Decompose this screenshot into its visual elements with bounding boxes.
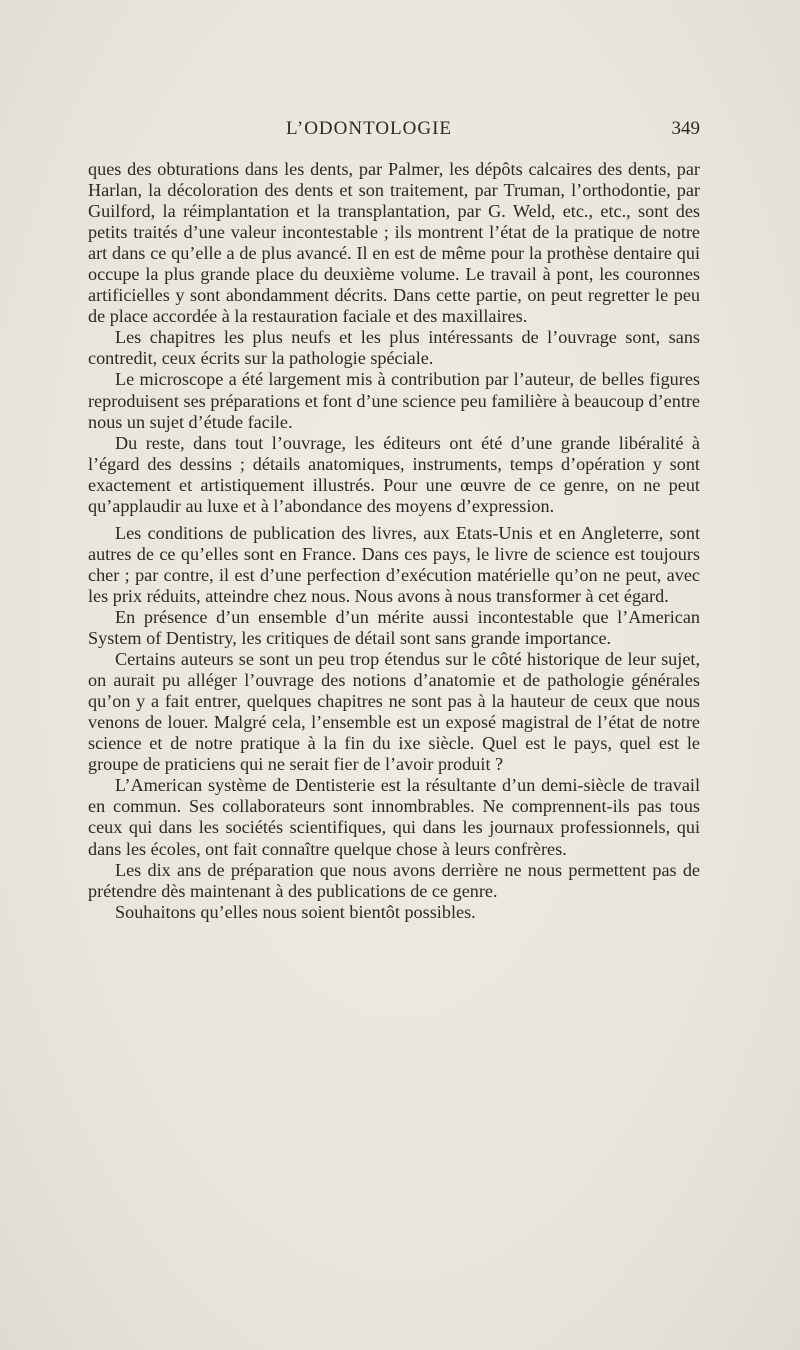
paragraph: En présence d’un ensemble d’un mérite aussi incontestable que l’American System of Dentistry, les critiques de détail sont sans grande importance. — [88, 606, 700, 649]
paragraph: Du reste, dans tout l’ouvrage, les éditeurs ont été d’une grande libéralité à l’égard des dessins ; détails anatomiques, instruments, temps d’opération y sont exactement et artistiquement illustrés. Pour une œuvre de ce genre, on ne peut qu’applaudir au luxe et à l’abondance des moyens d’expression. — [88, 432, 700, 516]
paragraph: Souhaitons qu’elles nous soient bientôt possibles. — [115, 901, 476, 922]
page-header — [88, 118, 700, 146]
paragraph: Les chapitres les plus neufs et les plus intéressants de l’ouvrage sont, sans contredit, ceux écrits sur la pathologie spéciale. — [88, 327, 700, 369]
paragraph: Les conditions de publication des livres, aux Etats-Unis et en Angleterre, sont autres de ce qu’elles sont en France. Dans ces pays, le livre de science est toujours cher ; par contre, il est d’une perfection d’exécution matérielle qu’on ne peut, avec les prix réduits, atteindre chez nous. Nous avons à nous transformer à cet égard. — [88, 522, 700, 606]
paragraph: L’American système de Dentisterie est la résultante d’un demi-siècle de travail en commun. Ses collaborateurs sont innombrables. Ne comprennent-ils pas tous ceux qui dans les sociétés scientifiques, qui dans les journaux professionnels, qui dans les écoles, ont fait connaître quelque chose à leurs confrères. — [88, 775, 700, 859]
paragraph: Les dix ans de préparation que nous avons derrière ne nous permettent pas de prétendre dès maintenant à des publications de ce genre. — [88, 859, 700, 901]
paragraph: Le microscope a été largement mis à contribution par l’auteur, de belles figures reproduisent ses préparations et font d’une science peu familière à beaucoup d’entre nous un sujet d’étude facile. — [88, 369, 700, 432]
page-number: 349 — [671, 118, 700, 139]
body-text — [88, 159, 700, 923]
paragraph: ques des obturations dans les dents, par Palmer, les dépôts calcaires des dents, par Harlan, la décoloration des dents et son traitement, par Truman, l’orthodontie, par Guilford, la réimplantation et la transplantation, par G. Weld, etc., etc., sont des petits traités d’une valeur incontestable ; ils montrent l’état de la pratique de notre art dans ce qu’elle a de plus avancé. Il en est de même pour la prothèse dentaire qui occupe la plus grande place du deuxième volume. Le travail à pont, les couronnes artificielles y sont abondamment décrits. Dans cette partie, on peut regretter le peu de place accordée à la restauration faciale et des maxillaires. — [88, 159, 700, 327]
paragraph: Certains auteurs se sont un peu trop étendus sur le côté historique de leur sujet, on aurait pu alléger l’ouvrage des notions d’anatomie et de pathologie générales qu’on y a fait entrer, quelques chapitres ne sont pas à la hauteur de ceux que nous venons de louer. Malgré cela, l’ensemble est un exposé magistral de l’état de notre science et de notre pratique à la fin du ixe siècle. Quel est le pays, quel est le groupe de praticiens qui ne serait fier de l’avoir produit ? — [88, 649, 700, 775]
running-head: L’ODONTOLOGIE — [286, 118, 453, 139]
